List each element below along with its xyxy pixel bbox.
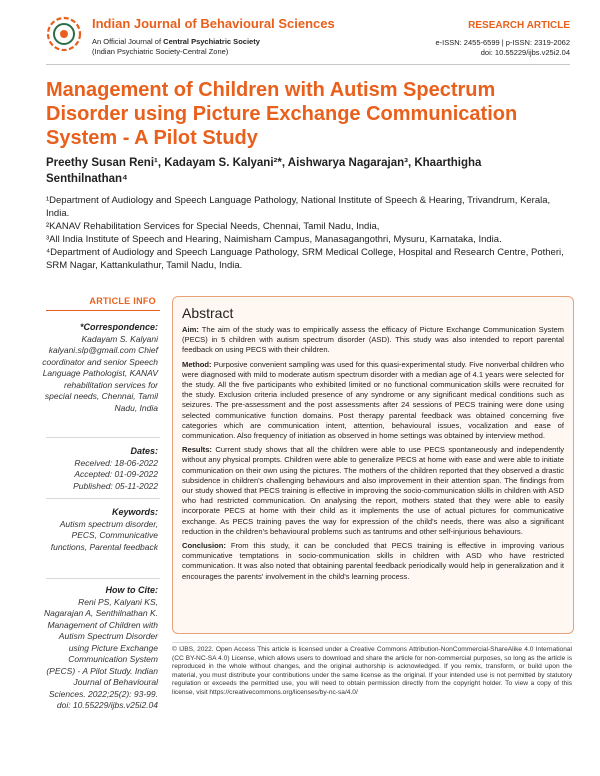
received-date: Received: 18-06-2022 [74, 457, 158, 468]
correspondence-block [40, 322, 158, 414]
journal-name: Indian Journal of Behavioural Sciences [92, 16, 335, 31]
info-divider [46, 437, 160, 438]
dates-block [40, 446, 158, 492]
correspondence-text: Kadayam S. Kalyani kalyani.slp@gmail.com Chief coordinator and senior Speech Language Pathologist, KANAV rehabilitation services for special needs, Chennai, Tamil Nadu, India [42, 333, 158, 413]
affiliation-list [46, 194, 570, 272]
doi-line[interactable]: doi: 10.55229/ijbs.v25i2.04 [480, 48, 570, 57]
article-info-heading: ARTICLE INFO [89, 296, 156, 306]
abstract-method: Method: Purposive convenient sampling was used for this quasi-experimental study. Five nonverbal children who were diagnosed with mild to moderate autism spectrum disorder with a median age of 4.1 years were selected for the study. All the five participants who exhibited limited or no functional communication skills were recruited for the study. Exclusion criteria included presence of any syndrome or any significant medical conditions such as seizures. The pre-assessment and the post assessments after 24 sessions of PECS training were done using selected communicative function domains. Post therapy parental feedback was obtained concerning five categories which are communication intent, attention, behavioural issues, vocalization and ease of communication. Also frequency of initiation as observed in home settings was obtained by interview method. [182, 359, 564, 441]
header-divider [46, 64, 570, 65]
keywords-block [40, 507, 158, 553]
affiliation-item: ¹Department of Audiology and Speech Language Pathology, National Institute of Speech & Hearing, Trivandrum, Kerala, India. [46, 195, 551, 219]
article-title: Management of Children with Autism Spectrum Disorder using Picture Exchange Communication System - A Pilot Study [46, 79, 518, 149]
info-divider [46, 498, 160, 499]
journal-subtitle: An Official Journal of Central Psychiatric Society [92, 37, 260, 46]
affiliation-item: ³All India Institute of Speech and Hearing, Naimisham Campus, Manasagangothri, Mysuru, Karnataka, India. [46, 234, 502, 245]
journal-logo-icon [46, 16, 82, 52]
citation-block [40, 585, 158, 712]
abstract-results: Results: Current study shows that all the children were able to use PECS spontaneously and independently without any physical prompts. Children were able to generalize PECS at home with ease and were able to initiate communication on their own using the pictures. The mothers of the children reported that they observed a drastic subsidence in children's challenging behaviours and also improvement in their attention span. The findings from our study showed that PECS training is effective in improving the socio-communication skills in children with ASD who had restricted communication. On analysing the report, mothers stated that they were able to easily incorporate PECS at home with their child as it implements the use of actual pictures for communicative exchange. As PECS training paves the way for expression of the child's needs, there was also a significant reduction in the children's behavioural problems such as tantrums and other self-injurious behaviours. [182, 445, 564, 536]
correspondence-label: *Correspondence: [79, 322, 158, 332]
keywords-text: Autism spectrum disorder, PECS, Communicative functions, Parental feedback [50, 518, 158, 552]
abstract-body [182, 325, 564, 586]
license-text: © IJBS, 2022. Open Access This article is licensed under a Creative Commons Attribution-NonCommercial-ShareAlike 4.0 International (CC BY-NC-SA 4.0) License, which allows users to download and share the article for non-commercial purposes, so long as the article is reproduced in the whole without changes, and the original authorship is acknowledged. If you remix, transform, or build upon the material, you must distribute your contributions under the same license as the original. If your intended use is not permitted by statutory regulation or exceeds the permitted use, you will need to obtain permission directly from the copyright holder. To view a copy of this license, visit https://creativecommons.org/licenses/by-nc-sa/4.0/ [172, 646, 572, 696]
license-divider [172, 642, 572, 643]
affiliation-item: ²KANAV Rehabilitation Services for Special Needs, Chennai, Tamil Nadu, India, [46, 221, 380, 232]
abstract-heading: Abstract [182, 305, 234, 321]
dates-label: Dates: [130, 446, 158, 456]
author-list: Preethy Susan Reni¹, Kadayam S. Kalyani²*, Aishwarya Nagarajan³, Khaarthigha Senthilnathan⁴ [46, 157, 482, 185]
published-date: Published: 05-11-2022 [73, 480, 158, 491]
citation-label: How to Cite: [105, 585, 158, 595]
keywords-label: Keywords: [111, 507, 158, 517]
citation-text: Reni PS, Kalyani KS, Nagarajan A, Senthilnathan K. Management of Children with Autism Spectrum Disorder using Picture Exchange Communication System (PECS) - A Pilot Study. Indian Journal of Behavioural Sciences. 2022;25(2): 93-99. doi: 10.55229/ijbs.v25i2.04 [43, 596, 158, 710]
article-type-label: RESEARCH ARTICLE [468, 20, 570, 31]
info-divider [46, 578, 160, 579]
issn-line: e-ISSN: 2455-6599 | p-ISSN: 2319-2062 [435, 38, 570, 47]
affiliation-item: ⁴Department of Audiology and Speech Language Pathology, SRM Medical College, Hospital and Research Centre, Potheri, SRM Nagar, Kattankulathur, Tamil Nadu, India. [46, 247, 564, 271]
abstract-aim: Aim: The aim of the study was to empirically assess the efficacy of Picture Exchange Communication System (PECS) in 5 children with autism spectrum disorder (ASD). This study was also intended to report parental feedback on using PECS with their children. [182, 325, 564, 355]
abstract-conclusion: Conclusion: From this study, it can be concluded that PECS training is effective in improving various communicative temptations in socio-communication skills in children with ASD who have restricted communication. It was also noted that obtaining parental feedback periodically would help in generalization and it encourages the parents' involvement in the child's learning process. [182, 541, 564, 581]
accepted-date: Accepted: 01-09-2022 [74, 469, 158, 479]
article-info-divider [46, 310, 160, 311]
journal-society: (Indian Psychiatric Society-Central Zone) [92, 47, 229, 56]
